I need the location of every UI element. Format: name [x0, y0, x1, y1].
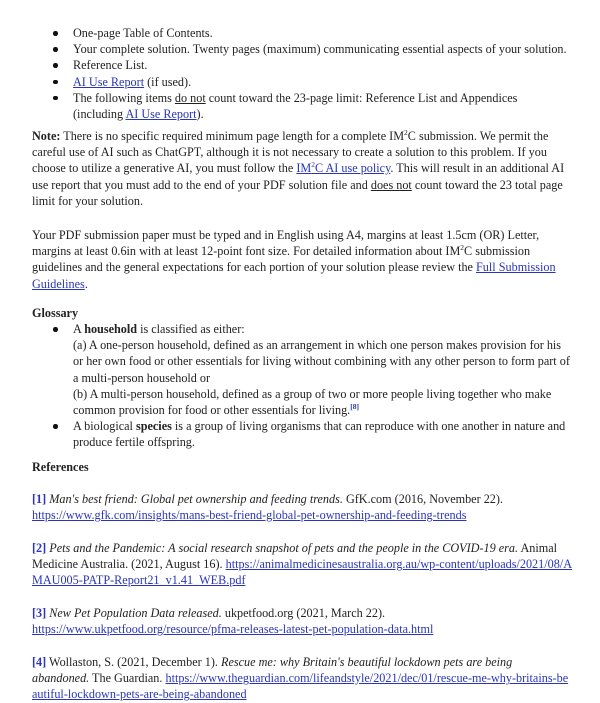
paragraph-text: There is no specific required minimum page length for a complete IM [60, 129, 405, 143]
references-heading: References [32, 460, 89, 474]
glossary-term: household [84, 322, 138, 336]
glossary-heading-block [32, 305, 577, 321]
reference-url-link[interactable]: https://www.gfk.com/insights/mans-best-friend-global-pet-ownership-and-feeding-trends [32, 508, 467, 523]
paragraph-text: C submission. We permit the careful use of AI such as ChatGPT, although it is not necessary to create a solution to this problem. If you choose to utilize a generative AI, you must follow the [32, 129, 549, 176]
list-item-text: Reference List. [73, 58, 148, 73]
glossary-text: is classified as either: [137, 322, 245, 336]
ai-use-report-link[interactable]: AI Use Report [73, 74, 145, 89]
reference-title: New Pet Population Data released. [49, 606, 222, 620]
paragraph-text: count toward the 23 total page limit for your solution. [32, 177, 563, 208]
reference-url-link[interactable]: https://www.theguardian.com/lifeandstyle/2021/dec/01/rescue-me-why-britains-beautiful-lockdown-pets-are-being-abandoned [32, 671, 569, 702]
reference-source: The Guardian. [89, 671, 166, 686]
list-item-text: count toward the 23-page limit: Reference List and Appendices (including [73, 90, 518, 122]
reference-number: [1] [32, 492, 47, 506]
glossary-list [0, 321, 600, 451]
reference-item [32, 540, 572, 589]
glossary-item-species [0, 418, 600, 450]
paragraph-text: . [84, 276, 88, 291]
glossary-heading: Glossary [32, 306, 79, 320]
reference-number: [4] [32, 655, 47, 669]
reference-author: Wollaston, S. (2021, December 1). [46, 655, 222, 669]
reference-item [32, 654, 572, 703]
list-item-text: ). [196, 107, 204, 122]
list-item [0, 57, 600, 73]
reference-title: Pets and the Pandemic: A social research snapshot of pets and the people in the COVID-19 era. [49, 541, 519, 555]
reference-title: Rescue me: why Britain's beautiful lockdown pets are being abandoned. [32, 655, 513, 686]
glossary-definition-b: (b) A multi-person household, defined as a group of two or more people living together who make common provision for food or other essentials for living. [73, 386, 552, 418]
reference-url-link[interactable]: https://www.ukpetfood.org/resource/pfma-releases-latest-pet-population-data.html [32, 622, 434, 637]
reference-item [32, 491, 572, 523]
reference-source: GfK.com (2016, November 22). [342, 492, 503, 506]
superscript: 2 [404, 128, 408, 137]
list-item [0, 25, 600, 41]
reference-source: Animal Medicine Australia. (2021, August 16). [32, 541, 558, 572]
glossary-text: is a group of living organisms that can reproduce with one another in nature and produce fertile offspring. [73, 419, 566, 450]
reference-title: Man's best friend: Global pet ownership and feeding trends. [49, 492, 343, 506]
list-item [0, 90, 600, 122]
references-heading-block [32, 459, 577, 475]
format-paragraph [32, 227, 562, 292]
glossary-definition-a: (a) A one-person household, defined as an arrangement in which one person makes provision for his or her own food or other essentials for living without combining with any other person to form part of a multi-person household or [73, 338, 570, 385]
note-paragraph [32, 128, 572, 209]
superscript: 2 [311, 160, 315, 170]
paragraph-text: . This will result in an additional AI use report that you must add to the end of your PDF solution file and [32, 161, 565, 192]
citation-link[interactable]: [8] [350, 402, 359, 412]
list-item [0, 41, 600, 57]
ai-use-policy-link[interactable] [296, 161, 390, 175]
underlined-text: does not [370, 177, 412, 192]
list-item-text: (if used). [144, 74, 192, 89]
link-text: IM [296, 161, 312, 176]
list-item-text: Your complete solution. Twenty pages (maximum) communicating essential aspects of your solution. [73, 42, 567, 57]
list-item [0, 74, 600, 90]
reference-number: [3] [32, 606, 47, 620]
paragraph-text: Your PDF submission paper must be typed and in English using A4, margins at least 1.5cm (OR) Letter, margins at least 0.6in with at least 12-point font size. For detailed information about IM [32, 228, 540, 259]
link-text: C AI use policy [315, 161, 391, 176]
glossary-text: A [73, 322, 85, 336]
note-label: Note: [32, 129, 61, 143]
requirements-list [0, 25, 600, 122]
ai-use-report-link[interactable]: AI Use Report [125, 107, 197, 122]
glossary-item-household [0, 321, 600, 418]
reference-number: [2] [32, 541, 47, 555]
reference-source: ukpetfood.org (2021, March 22). [221, 606, 386, 620]
underlined-text: do not [174, 90, 206, 105]
superscript: 2 [460, 243, 465, 253]
glossary-term: species [135, 419, 172, 434]
reference-url-link[interactable]: https://animalmedicinesaustralia.org.au/wp-content/uploads/2021/08/AMAU005-PATP-Report21_v1.41_WEB.pdf [32, 557, 572, 588]
full-submission-guidelines-link[interactable]: Full Submission Guidelines [32, 260, 556, 291]
paragraph-text: C submission guidelines and the general expectations for each portion of your solution please review the [32, 244, 531, 275]
reference-item [32, 605, 572, 637]
list-item-text: The following items [73, 90, 175, 105]
glossary-text: A biological [73, 419, 136, 434]
list-item-text: One-page Table of Contents. [73, 26, 213, 40]
